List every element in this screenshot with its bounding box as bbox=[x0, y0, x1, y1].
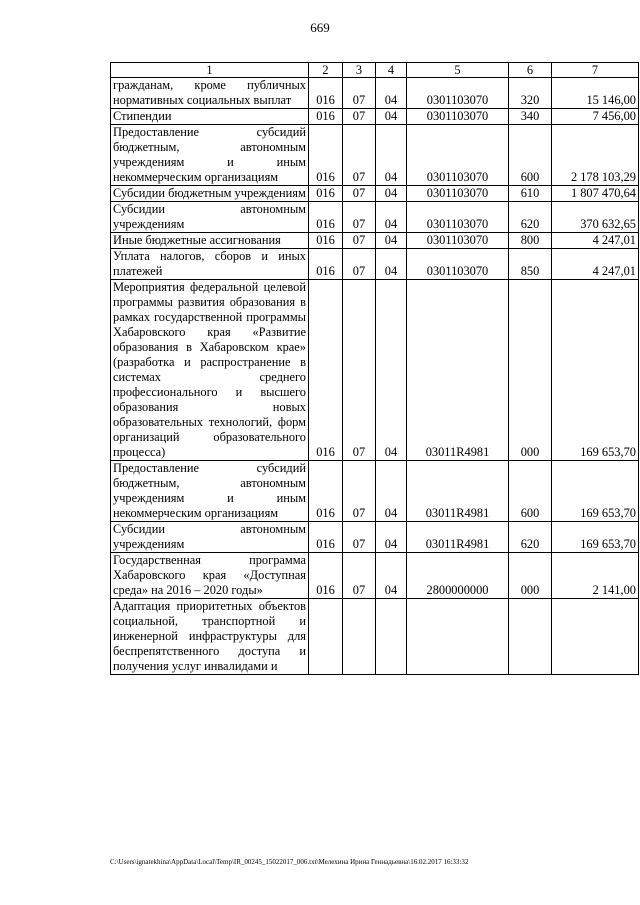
admin-code: 016 bbox=[309, 553, 343, 599]
amount: 1 807 470,64 bbox=[552, 186, 639, 202]
subsection-code: 04 bbox=[376, 78, 407, 109]
admin-code: 016 bbox=[309, 233, 343, 249]
expense-type-code: 600 bbox=[509, 125, 552, 186]
target-article-code: 03011R4981 bbox=[407, 522, 509, 553]
subsection-code: 04 bbox=[376, 202, 407, 233]
subsection-code: 04 bbox=[376, 125, 407, 186]
admin-code: 016 bbox=[309, 280, 343, 461]
amount: 4 247,01 bbox=[552, 249, 639, 280]
row-name: Государственная программа Хабаровского края «Доступная среда» на 2016 – 2020 годы» bbox=[111, 553, 309, 599]
subsection-code: 04 bbox=[376, 280, 407, 461]
section-code: 07 bbox=[343, 186, 376, 202]
section-code: 07 bbox=[343, 233, 376, 249]
amount: 15 146,00 bbox=[552, 78, 639, 109]
section-code: 07 bbox=[343, 249, 376, 280]
section-code: 07 bbox=[343, 553, 376, 599]
section-code: 07 bbox=[343, 461, 376, 522]
admin-code: 016 bbox=[309, 109, 343, 125]
target-article-code bbox=[407, 599, 509, 675]
section-code bbox=[343, 599, 376, 675]
expense-type-code: 850 bbox=[509, 249, 552, 280]
admin-code: 016 bbox=[309, 249, 343, 280]
table-row bbox=[111, 125, 639, 186]
amount: 169 653,70 bbox=[552, 280, 639, 461]
target-article-code: 0301103070 bbox=[407, 78, 509, 109]
expense-type-code: 800 bbox=[509, 233, 552, 249]
target-article-code: 0301103070 bbox=[407, 249, 509, 280]
file-path-footer: C:\Users\ignatekhina\AppData\Local\Temp\IR_00245_15022017_006.txt\Мелехина Ирина Геннадьевна\16.02.2017 16:33:32 bbox=[110, 858, 469, 866]
admin-code: 016 bbox=[309, 202, 343, 233]
amount bbox=[552, 599, 639, 675]
budget-table bbox=[110, 62, 639, 675]
table-row bbox=[111, 186, 639, 202]
amount: 370 632,65 bbox=[552, 202, 639, 233]
amount: 169 653,70 bbox=[552, 522, 639, 553]
target-article-code: 03011R4981 bbox=[407, 280, 509, 461]
table-row bbox=[111, 461, 639, 522]
subsection-code: 04 bbox=[376, 522, 407, 553]
column-header: 4 bbox=[376, 63, 407, 78]
amount: 169 653,70 bbox=[552, 461, 639, 522]
row-name: гражданам, кроме публичных нормативных социальных выплат bbox=[111, 78, 309, 109]
column-header: 3 bbox=[343, 63, 376, 78]
table-row bbox=[111, 522, 639, 553]
section-code: 07 bbox=[343, 125, 376, 186]
table-row bbox=[111, 202, 639, 233]
table-row bbox=[111, 233, 639, 249]
column-header: 2 bbox=[309, 63, 343, 78]
expense-type-code: 000 bbox=[509, 553, 552, 599]
admin-code bbox=[309, 599, 343, 675]
admin-code: 016 bbox=[309, 125, 343, 186]
table-row bbox=[111, 280, 639, 461]
row-name: Стипендии bbox=[111, 109, 309, 125]
admin-code: 016 bbox=[309, 522, 343, 553]
column-header: 5 bbox=[407, 63, 509, 78]
target-article-code: 0301103070 bbox=[407, 202, 509, 233]
page-number: 669 bbox=[310, 20, 330, 35]
column-header: 1 bbox=[111, 63, 309, 78]
subsection-code: 04 bbox=[376, 233, 407, 249]
amount: 2 178 103,29 bbox=[552, 125, 639, 186]
subsection-code bbox=[376, 599, 407, 675]
amount: 4 247,01 bbox=[552, 233, 639, 249]
expense-type-code: 000 bbox=[509, 280, 552, 461]
table-row bbox=[111, 553, 639, 599]
column-header: 7 bbox=[552, 63, 639, 78]
target-article-code: 0301103070 bbox=[407, 186, 509, 202]
column-header: 6 bbox=[509, 63, 552, 78]
section-code: 07 bbox=[343, 280, 376, 461]
table-header-row bbox=[111, 63, 639, 78]
expense-type-code: 620 bbox=[509, 202, 552, 233]
target-article-code: 0301103070 bbox=[407, 125, 509, 186]
section-code: 07 bbox=[343, 78, 376, 109]
table-row bbox=[111, 599, 639, 675]
target-article-code: 2800000000 bbox=[407, 553, 509, 599]
row-name: Адаптация приоритетных объектов социальной, транспортной и инженерной инфраструктуры для беспрепятственного доступа и получения услуг инвалидами и bbox=[111, 599, 309, 675]
target-article-code: 0301103070 bbox=[407, 233, 509, 249]
row-name: Иные бюджетные ассигнования bbox=[111, 233, 309, 249]
row-name: Уплата налогов, сборов и иных платежей bbox=[111, 249, 309, 280]
table-row bbox=[111, 249, 639, 280]
table-row bbox=[111, 78, 639, 109]
expense-type-code: 610 bbox=[509, 186, 552, 202]
amount: 7 456,00 bbox=[552, 109, 639, 125]
subsection-code: 04 bbox=[376, 186, 407, 202]
row-name: Мероприятия федеральной целевой программы развития образования в рамках государственной программы Хабаровского края «Развитие образования в Хабаровском крае» (разработка и распространение в системах среднего профессионального и высшего образования новых образовательных технологий, форм организаций образовательного процесса) bbox=[111, 280, 309, 461]
table-row bbox=[111, 109, 639, 125]
subsection-code: 04 bbox=[376, 249, 407, 280]
expense-type-code: 340 bbox=[509, 109, 552, 125]
admin-code: 016 bbox=[309, 78, 343, 109]
expense-type-code bbox=[509, 599, 552, 675]
expense-type-code: 620 bbox=[509, 522, 552, 553]
target-article-code: 03011R4981 bbox=[407, 461, 509, 522]
admin-code: 016 bbox=[309, 461, 343, 522]
section-code: 07 bbox=[343, 109, 376, 125]
amount: 2 141,00 bbox=[552, 553, 639, 599]
row-name: Субсидии бюджетным учреждениям bbox=[111, 186, 309, 202]
section-code: 07 bbox=[343, 522, 376, 553]
target-article-code: 0301103070 bbox=[407, 109, 509, 125]
subsection-code: 04 bbox=[376, 461, 407, 522]
row-name: Предоставление субсидий бюджетным, автономным учреждениям и иным некоммерческим организациям bbox=[111, 461, 309, 522]
expense-type-code: 320 bbox=[509, 78, 552, 109]
row-name: Предоставление субсидий бюджетным, автономным учреждениям и иным некоммерческим организациям bbox=[111, 125, 309, 186]
section-code: 07 bbox=[343, 202, 376, 233]
subsection-code: 04 bbox=[376, 109, 407, 125]
admin-code: 016 bbox=[309, 186, 343, 202]
subsection-code: 04 bbox=[376, 553, 407, 599]
row-name: Субсидии автономным учреждениям bbox=[111, 202, 309, 233]
expense-type-code: 600 bbox=[509, 461, 552, 522]
row-name: Субсидии автономным учреждениям bbox=[111, 522, 309, 553]
